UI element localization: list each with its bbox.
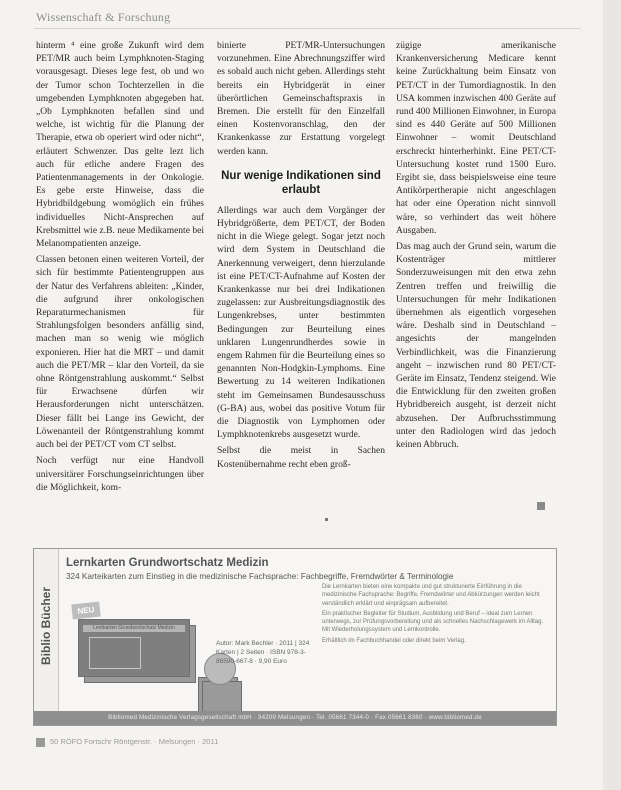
product-image [78, 619, 190, 689]
text-column-2 [217, 40, 385, 475]
brand-strip [34, 549, 59, 725]
ad-paragraph: Erhältlich im Fachbuchhandel oder direkt beim Verlag. [322, 637, 466, 644]
paragraph: Das mag auch der Grund sein, warum die Kostenträger mittlerer Sonderzuweisungen mit den etwa zehn Zentren treffen und freiwillig die Untersuchungen für mehr Indikationen übernehmen als eigentlich vorgesehen wäre. Deshalb sind in Deutschland – angesichts der mangelnden Verbindlichkeit, was die Finanzierung angeht – inzwischen rund 80 PET/CT-Geräte im Einsatz, Tendenz steigend. Wie die Entwicklung für den zweiten großen Hybridbereich ausgeht, ist derzeit nicht abzusehen. Der Aufbruchsstimmung unter den Radiologen wird das jedoch keinen Abbruch. [396, 242, 556, 451]
section-header: Wissenschaft & Forschung [36, 10, 171, 24]
text-column-1 [36, 40, 204, 498]
product-meta: Autor: Mark Bechler · 2011 | 324 Karten | 2 Seiten · ISBN 978-3-86590-667-8 · 9,90 Euro [216, 640, 310, 665]
ad-title: Lernkarten Grundwortschatz Medizin [66, 557, 269, 569]
ad-body [322, 583, 546, 647]
article-end-mark [537, 502, 545, 510]
subheading: Nur wenige Indikationen sind erlaubt [221, 169, 381, 196]
header-rule [34, 28, 581, 29]
paragraph: Classen betonen einen weiteren Vorteil, der sich für bestimmte Patientengruppen aus der Natur des Verfahrens ableiten: „Kinder, die aufgrund ihrer onkologischen Reparaturmechanismen für Strahlungsfolgen besonders anfällig sind, machen man so wenig wie möglich exponieren. Hier hat die MRT – und damit auch die PET/MR – klar den Vorteil, da sie ohne Röntgenstrahlung auskommt.“ Selbst für Erwachsene dürfen wir Herausforderungen nicht unterschätzen. Dieser fällt bei Lange ins Gewicht, der Löwenanteil der Röntgenstrahlung kommt auch bei der PET/CT vom CT selbst. [36, 255, 204, 451]
folio-marker [36, 738, 45, 747]
card-title: Lernkarten Grundwortschatz Medizin [83, 625, 185, 632]
ad-subtitle: 324 Karteikarten zum Einstieg in die medizinische Fachsprache: Fachbegriffe, Fremdwörter & Terminologie [66, 572, 454, 581]
ad-paragraph: Die Lernkarten bieten eine kompakte und gut strukturierte Einführung in die medizinische Fachsprache: Begriffe, Fremdwörter und Abkürzungen werden leicht verständlich erklärt und einprägsam aufbereitet. [322, 584, 540, 607]
advertisement[interactable] [33, 548, 557, 726]
page-folio: 50 RÖFO Fortschr Röntgenstr. · Melsungen · 2011 [50, 737, 219, 746]
ad-footer[interactable]: Bibliomed Medizinische Verlagsgesellschaft mbH · 34209 Melsungen · Tel. 05661 7344-0 · Fax 05661 8360 · www.bibliomed.de [34, 711, 556, 725]
page-edge [603, 0, 621, 790]
page-dot [325, 518, 328, 521]
new-badge: NEU [71, 602, 100, 620]
paragraph: Allerdings war auch dem Vorgänger der Hybridgrößerte, dem PET/CT, der Boden nicht in die Wiege gelegt. Sogar jetzt noch wird dem System in Deutschland die Anerkennung verweigert, denn hierzulande ist eine PET/CT-Aufnahme auf Kosten der Krankenkasse nur bei drei Indikationen zugelassen: zur Ausbreitungsdiagnostik des Lungenkrebses, unter bestimmten Bedingungen zur Beurteilung eines unklaren Lungenrundherdes sowie in engem Rahmen für die Beurteilung eines so genannten Non-Hodgkin-Lymphoms. Eine Bewertung zu 14 weiteren Indikationen steht im Gemeinsamen Bundesausschuss (G-BA) aus, wobei das positive Votum für die Diagnostik von Lymphomen oder Lymphknotenkrebs ausgesetzt wurde. [217, 205, 385, 441]
ad-paragraph: Ein praktischer Begleiter für Studium, Ausbildung und Beruf – ideal zum Lernen unterwegs, zur Prüfungsvorbereitung und als schnelles Nachschlagewerk im Alltag. Mit Wiederholungssystem und Lernkontrolle. [322, 610, 544, 634]
paragraph: Selbst die meist in Sachen Kostenübernahme recht eben groß- [217, 446, 385, 470]
paragraph: zügige amerikanische Krankenversicherung Medicare kennt keine Zurückhaltung beim Einsatz von PET/CT in der Tumordiagnostik. In den USA kommen inzwischen 400 Geräte auf rund 400 Millionen Einwohner, in Europa sind es 440 Geräte auf 500 Millionen Einwohner – womit Deutschland erschreckt hinterherhinkt. Eine PET/CT-Untersuchung kostet rund 1500 Euro. Ergibt sie, dass beispielsweise eine teure Antikörpertherapie nicht angeschlagen hat oder eine Operation nicht sinnvoll wäre, so verhindert das weit höhere Ausgaben. [396, 41, 556, 236]
paragraph: Noch verfügt nur eine Handvoll universitärer Forschungseinrichtungen über die Möglichkeit, kom- [36, 456, 204, 493]
paragraph: binierte PET/MR-Untersuchungen vorzunehmen. Eine Abrechnungsziffer wird es sobald auch nicht geben. Allerdings steht bereits ein Hybridgerät in einer überörtlichen Gemeinschaftspraxis in Bremen. Die erstellt für den Einzelfall einen Kostenvoranschlag, den der Krankenkasse zur Erstattung vorgelegt werden kann. [217, 41, 385, 157]
card-front [78, 619, 190, 677]
brand-logo: Biblio Bücher [39, 587, 53, 666]
text-column-3 [396, 40, 556, 455]
card-box [89, 637, 141, 669]
paragraph: hinterm ⁴ eine große Zukunft wird dem PET/MR auch beim Lymphknoten-Staging vorausgesagt. Dieses lege fest, ob und wo der Tumor schon Tochterzellen in die umgebenden Lymphknoten abgegeben hat. „Ob Lymphknoten befallen sind und welche, ist wichtig für die Planung der Therapie, etwa ob operiert wird oder nicht“, erläutert Schwenzer. Das gelte lezt lich auch für etliche andere Fragen des Patientenmanagements in der Onkologie. Es gebe erste Hinweise, dass die Hybridbildgebung womöglich ein frühes individuelles Nicht-Ansprechen auf Krebsmittel wie z.B. neue Medikamente bei Melanompatienten anzeige. [36, 41, 204, 250]
